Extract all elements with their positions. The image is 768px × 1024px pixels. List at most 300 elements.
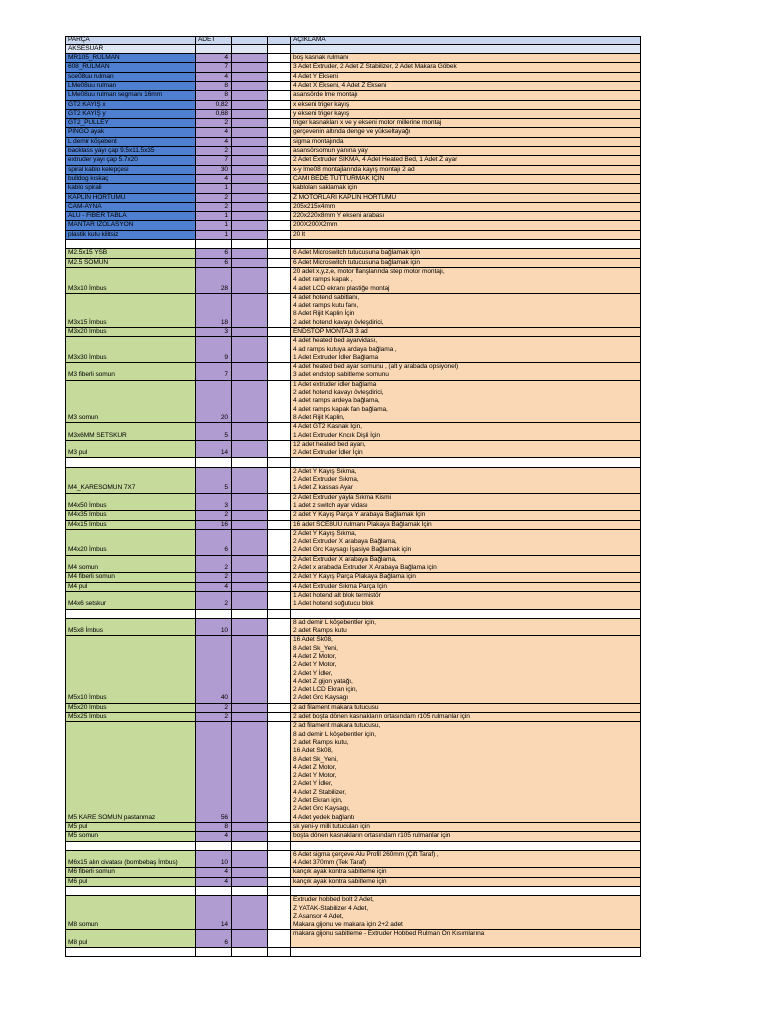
- qty-cell[interactable]: 5: [196, 467, 232, 493]
- header-empty-1[interactable]: [232, 37, 268, 45]
- description-cell[interactable]: [291, 72, 641, 81]
- part-cell[interactable]: [66, 887, 196, 896]
- description-cell[interactable]: [291, 249, 641, 258]
- qty-cell[interactable]: 7: [196, 63, 232, 72]
- empty-cell[interactable]: [268, 249, 291, 258]
- part-cell[interactable]: LMe08uu rulman segmanı 16mm: [66, 91, 196, 100]
- description-cell[interactable]: [291, 582, 641, 591]
- empty-cell[interactable]: [232, 202, 268, 211]
- part-cell[interactable]: M8 somun: [66, 896, 196, 930]
- empty-cell[interactable]: [268, 44, 291, 53]
- part-cell[interactable]: M4 pul: [66, 582, 196, 591]
- empty-cell[interactable]: [232, 636, 268, 703]
- part-cell[interactable]: M4x6 setskur: [66, 591, 196, 609]
- empty-cell[interactable]: [268, 328, 291, 337]
- empty-cell[interactable]: [268, 609, 291, 618]
- part-cell[interactable]: KAPLİN HORTUMU: [66, 193, 196, 202]
- empty-cell[interactable]: [232, 109, 268, 118]
- empty-cell[interactable]: [268, 877, 291, 886]
- empty-cell[interactable]: [268, 896, 291, 930]
- description-cell[interactable]: [291, 230, 641, 239]
- qty-cell[interactable]: 0,68: [196, 109, 232, 118]
- empty-cell[interactable]: [268, 221, 291, 230]
- empty-cell[interactable]: [232, 423, 268, 441]
- empty-cell[interactable]: [232, 184, 268, 193]
- part-cell[interactable]: sce08uu rulman: [66, 72, 196, 81]
- empty-cell[interactable]: [232, 582, 268, 591]
- qty-cell[interactable]: 20: [196, 380, 232, 422]
- qty-cell[interactable]: 1: [196, 184, 232, 193]
- qty-cell[interactable]: 4: [196, 54, 232, 63]
- empty-cell[interactable]: [232, 240, 268, 249]
- description-cell[interactable]: [291, 221, 641, 230]
- qty-cell[interactable]: 6: [196, 930, 232, 948]
- qty-cell[interactable]: 6: [196, 529, 232, 555]
- empty-cell[interactable]: [232, 165, 268, 174]
- part-cell[interactable]: M4x35 İmbus: [66, 511, 196, 520]
- header-desc[interactable]: AÇIKLAMA: [291, 37, 641, 45]
- description-cell[interactable]: [291, 458, 641, 467]
- part-cell[interactable]: M3x30 İmbus: [66, 337, 196, 363]
- qty-cell[interactable]: 4: [196, 582, 232, 591]
- qty-cell[interactable]: 2: [196, 713, 232, 722]
- empty-cell[interactable]: [268, 887, 291, 896]
- description-cell[interactable]: [291, 529, 641, 555]
- empty-cell[interactable]: [268, 573, 291, 582]
- part-cell[interactable]: M6 fiberli somun: [66, 868, 196, 877]
- empty-cell[interactable]: [268, 529, 291, 555]
- empty-cell[interactable]: [232, 147, 268, 156]
- description-line: 2 Adet Y Motor,: [293, 661, 337, 669]
- description-cell[interactable]: [291, 258, 641, 267]
- empty-cell[interactable]: [268, 636, 291, 703]
- part-cell[interactable]: spiral kablo kelepçesi: [66, 165, 196, 174]
- description-cell[interactable]: [291, 184, 641, 193]
- part-cell[interactable]: M6 pul: [66, 877, 196, 886]
- description-cell[interactable]: [291, 156, 641, 165]
- table-row: [66, 380, 641, 422]
- description-cell[interactable]: [291, 440, 641, 458]
- qty-cell[interactable]: [196, 887, 232, 896]
- description-cell[interactable]: [291, 493, 641, 511]
- qty-cell[interactable]: 4: [196, 72, 232, 81]
- description-cell[interactable]: [291, 850, 641, 868]
- description-cell[interactable]: [291, 100, 641, 109]
- empty-cell[interactable]: [268, 202, 291, 211]
- empty-cell[interactable]: [268, 713, 291, 722]
- qty-cell[interactable]: 8: [196, 91, 232, 100]
- empty-cell[interactable]: [268, 618, 291, 636]
- part-cell[interactable]: M2.5x15 YSB: [66, 249, 196, 258]
- part-cell[interactable]: M4 somun: [66, 555, 196, 573]
- empty-cell[interactable]: [268, 337, 291, 363]
- description-cell[interactable]: [291, 147, 641, 156]
- qty-cell[interactable]: 4: [196, 174, 232, 183]
- empty-cell[interactable]: [268, 165, 291, 174]
- qty-cell[interactable]: 4: [196, 832, 232, 841]
- qty-cell[interactable]: [196, 44, 232, 53]
- empty-cell[interactable]: [268, 582, 291, 591]
- empty-cell[interactable]: [232, 850, 268, 868]
- empty-cell[interactable]: [232, 212, 268, 221]
- description-cell[interactable]: [291, 511, 641, 520]
- description-cell[interactable]: [291, 174, 641, 183]
- part-cell[interactable]: M2.5 SOMUN: [66, 258, 196, 267]
- qty-cell[interactable]: [196, 841, 232, 850]
- qty-cell[interactable]: 1: [196, 221, 232, 230]
- part-cell[interactable]: AKSESUAR: [66, 44, 196, 53]
- description-cell[interactable]: [291, 555, 641, 573]
- empty-cell[interactable]: [232, 380, 268, 422]
- description-cell[interactable]: [291, 636, 641, 703]
- part-cell[interactable]: extruder yayı çap 5.7x20: [66, 156, 196, 165]
- description-cell[interactable]: [291, 887, 641, 896]
- qty-cell[interactable]: 2: [196, 147, 232, 156]
- empty-cell[interactable]: [232, 440, 268, 458]
- description-cell[interactable]: [291, 380, 641, 422]
- empty-cell[interactable]: [232, 458, 268, 467]
- qty-cell[interactable]: 14: [196, 896, 232, 930]
- empty-cell[interactable]: [268, 212, 291, 221]
- empty-cell[interactable]: [232, 529, 268, 555]
- description-cell[interactable]: [291, 868, 641, 877]
- description-cell[interactable]: [291, 212, 641, 221]
- empty-cell[interactable]: [232, 174, 268, 183]
- empty-cell[interactable]: [268, 832, 291, 841]
- empty-cell[interactable]: [268, 128, 291, 137]
- part-cell[interactable]: MR105_RULMAN: [66, 54, 196, 63]
- empty-cell[interactable]: [268, 511, 291, 520]
- qty-cell[interactable]: 2: [196, 193, 232, 202]
- part-cell[interactable]: 608_RULMAN: [66, 63, 196, 72]
- part-cell[interactable]: ALU - FİBER TABLA: [66, 212, 196, 221]
- part-cell[interactable]: M4x15 İmbus: [66, 520, 196, 529]
- part-cell[interactable]: [66, 948, 196, 957]
- part-cell[interactable]: M3x20 İmbus: [66, 328, 196, 337]
- part-cell[interactable]: [66, 458, 196, 467]
- qty-cell[interactable]: [196, 609, 232, 618]
- empty-cell[interactable]: [232, 72, 268, 81]
- description-cell[interactable]: [291, 609, 641, 618]
- empty-cell[interactable]: [232, 193, 268, 202]
- empty-cell[interactable]: [268, 440, 291, 458]
- empty-cell[interactable]: [232, 91, 268, 100]
- qty-cell[interactable]: 10: [196, 618, 232, 636]
- empty-cell[interactable]: [232, 822, 268, 831]
- empty-cell[interactable]: [268, 363, 291, 381]
- empty-cell[interactable]: [232, 137, 268, 146]
- empty-cell[interactable]: [232, 493, 268, 511]
- part-cell[interactable]: M4x50 İmbus: [66, 493, 196, 511]
- part-cell[interactable]: M4 fiberli somun: [66, 573, 196, 582]
- qty-cell[interactable]: 9: [196, 337, 232, 363]
- description-cell[interactable]: [291, 81, 641, 90]
- qty-cell[interactable]: 7: [196, 156, 232, 165]
- empty-cell[interactable]: [232, 948, 268, 957]
- empty-cell[interactable]: [232, 609, 268, 618]
- description-cell[interactable]: [291, 722, 641, 823]
- empty-cell[interactable]: [268, 591, 291, 609]
- empty-cell[interactable]: [232, 591, 268, 609]
- part-cell[interactable]: kablo spirali: [66, 184, 196, 193]
- qty-cell[interactable]: 5: [196, 423, 232, 441]
- part-cell[interactable]: M3x15 İmbus: [66, 293, 196, 327]
- empty-cell[interactable]: [232, 258, 268, 267]
- empty-cell[interactable]: [232, 81, 268, 90]
- empty-cell[interactable]: [268, 137, 291, 146]
- description-cell[interactable]: [291, 841, 641, 850]
- qty-cell[interactable]: 4: [196, 868, 232, 877]
- empty-cell[interactable]: [268, 520, 291, 529]
- qty-cell[interactable]: 4: [196, 877, 232, 886]
- empty-cell[interactable]: [268, 72, 291, 81]
- description-cell[interactable]: [291, 128, 641, 137]
- qty-cell[interactable]: 1: [196, 230, 232, 239]
- empty-cell[interactable]: [268, 91, 291, 100]
- qty-cell[interactable]: 6: [196, 258, 232, 267]
- description-cell[interactable]: [291, 119, 641, 128]
- part-cell[interactable]: MANTAR İZOLASYON: [66, 221, 196, 230]
- empty-cell[interactable]: [232, 467, 268, 493]
- empty-cell[interactable]: [232, 520, 268, 529]
- empty-cell[interactable]: [232, 156, 268, 165]
- description-cell[interactable]: [291, 63, 641, 72]
- part-cell[interactable]: [66, 609, 196, 618]
- empty-cell[interactable]: [232, 249, 268, 258]
- header-part[interactable]: PARÇA: [66, 37, 196, 45]
- part-cell[interactable]: M6x15 alın civatası (bombebaş İmbus): [66, 850, 196, 868]
- empty-cell[interactable]: [268, 930, 291, 948]
- empty-cell[interactable]: [268, 380, 291, 422]
- empty-cell[interactable]: [232, 100, 268, 109]
- empty-cell[interactable]: [268, 423, 291, 441]
- empty-cell[interactable]: [232, 887, 268, 896]
- qty-cell[interactable]: 7: [196, 363, 232, 381]
- qty-cell[interactable]: 2: [196, 202, 232, 211]
- description-cell[interactable]: [291, 591, 641, 609]
- qty-cell[interactable]: 56: [196, 722, 232, 823]
- header-qty[interactable]: ADET: [196, 37, 232, 45]
- qty-cell[interactable]: 18: [196, 293, 232, 327]
- qty-cell[interactable]: 4: [196, 128, 232, 137]
- part-cell[interactable]: GT2 KAYIŞ x: [66, 100, 196, 109]
- empty-cell[interactable]: [268, 193, 291, 202]
- description-cell[interactable]: [291, 930, 641, 948]
- empty-cell[interactable]: [232, 230, 268, 239]
- empty-cell[interactable]: [232, 713, 268, 722]
- table-row: [66, 493, 641, 511]
- empty-cell[interactable]: [232, 221, 268, 230]
- empty-cell[interactable]: [268, 555, 291, 573]
- qty-cell[interactable]: 2: [196, 703, 232, 712]
- qty-cell[interactable]: 0,82: [196, 100, 232, 109]
- empty-cell[interactable]: [232, 573, 268, 582]
- empty-cell[interactable]: [232, 63, 268, 72]
- qty-cell[interactable]: 10: [196, 850, 232, 868]
- description-cell[interactable]: [291, 832, 641, 841]
- part-cell[interactable]: M3x10 İmbus: [66, 267, 196, 293]
- empty-cell[interactable]: [232, 841, 268, 850]
- part-cell[interactable]: M5x25 İmbus: [66, 713, 196, 722]
- description-cell[interactable]: [291, 293, 641, 327]
- description-line: CAMI BEDE TUTTURMAK İÇİN: [293, 174, 385, 182]
- description-cell[interactable]: [291, 328, 641, 337]
- empty-cell[interactable]: [232, 128, 268, 137]
- description-cell[interactable]: [291, 877, 641, 886]
- empty-cell[interactable]: [268, 156, 291, 165]
- part-cell[interactable]: PINGO ayak: [66, 128, 196, 137]
- qty-cell[interactable]: 1: [196, 212, 232, 221]
- qty-cell[interactable]: 14: [196, 440, 232, 458]
- empty-cell[interactable]: [232, 618, 268, 636]
- description-line: 1 Adet Extruder Kncık Dişli İçin: [293, 431, 380, 439]
- description-cell[interactable]: [291, 54, 641, 63]
- empty-cell[interactable]: [268, 174, 291, 183]
- empty-cell[interactable]: [268, 868, 291, 877]
- description-cell[interactable]: [291, 109, 641, 118]
- description-cell[interactable]: [291, 948, 641, 957]
- empty-cell[interactable]: [232, 930, 268, 948]
- empty-cell[interactable]: [232, 896, 268, 930]
- qty-cell[interactable]: [196, 948, 232, 957]
- empty-cell[interactable]: [232, 877, 268, 886]
- part-cell[interactable]: GT2_PULLEY: [66, 119, 196, 128]
- empty-cell[interactable]: [232, 868, 268, 877]
- empty-cell[interactable]: [268, 230, 291, 239]
- empty-cell[interactable]: [268, 703, 291, 712]
- qty-cell[interactable]: 3: [196, 328, 232, 337]
- empty-cell[interactable]: [232, 293, 268, 327]
- qty-cell[interactable]: 4: [196, 137, 232, 146]
- empty-cell[interactable]: [232, 511, 268, 520]
- empty-cell[interactable]: [268, 54, 291, 63]
- part-cell[interactable]: M5 pul: [66, 822, 196, 831]
- description-cell[interactable]: [291, 44, 641, 53]
- qty-cell[interactable]: 2: [196, 591, 232, 609]
- part-cell[interactable]: M3 fiberli somun: [66, 363, 196, 381]
- empty-cell[interactable]: [268, 267, 291, 293]
- empty-cell[interactable]: [232, 44, 268, 53]
- empty-cell[interactable]: [268, 63, 291, 72]
- empty-cell[interactable]: [232, 267, 268, 293]
- part-cell[interactable]: CAM-AYNA: [66, 202, 196, 211]
- description-cell[interactable]: [291, 363, 641, 381]
- qty-cell[interactable]: 8: [196, 822, 232, 831]
- empty-cell[interactable]: [268, 841, 291, 850]
- empty-cell[interactable]: [232, 54, 268, 63]
- part-cell[interactable]: M5 KARE SOMUN pastanmaz: [66, 722, 196, 823]
- qty-cell[interactable]: [196, 458, 232, 467]
- qty-cell[interactable]: 2: [196, 573, 232, 582]
- part-cell[interactable]: M3x6MM SETSKUR: [66, 423, 196, 441]
- part-cell[interactable]: M3 somun: [66, 380, 196, 422]
- qty-cell[interactable]: 3: [196, 493, 232, 511]
- empty-cell[interactable]: [268, 258, 291, 267]
- empty-cell[interactable]: [268, 948, 291, 957]
- description-cell[interactable]: [291, 618, 641, 636]
- part-cell[interactable]: M5x10 İmbus: [66, 636, 196, 703]
- description-cell[interactable]: [291, 822, 641, 831]
- empty-cell[interactable]: [268, 100, 291, 109]
- description-cell[interactable]: [291, 713, 641, 722]
- empty-cell[interactable]: [268, 293, 291, 327]
- empty-cell[interactable]: [268, 81, 291, 90]
- description-cell[interactable]: [291, 703, 641, 712]
- empty-cell[interactable]: [268, 822, 291, 831]
- part-cell[interactable]: M4x20 İmbus: [66, 529, 196, 555]
- part-cell[interactable]: [66, 841, 196, 850]
- empty-cell[interactable]: [232, 363, 268, 381]
- part-cell[interactable]: plastik kutu kilitsiz: [66, 230, 196, 239]
- description-cell[interactable]: [291, 423, 641, 441]
- empty-cell[interactable]: [268, 850, 291, 868]
- empty-cell[interactable]: [268, 119, 291, 128]
- qty-cell[interactable]: 6: [196, 249, 232, 258]
- empty-cell[interactable]: [268, 493, 291, 511]
- description-cell[interactable]: [291, 467, 641, 493]
- empty-cell[interactable]: [232, 722, 268, 823]
- qty-cell[interactable]: 30: [196, 165, 232, 174]
- qty-cell[interactable]: 40: [196, 636, 232, 703]
- empty-cell[interactable]: [232, 119, 268, 128]
- qty-cell[interactable]: 28: [196, 267, 232, 293]
- empty-cell[interactable]: [232, 832, 268, 841]
- empty-cell[interactable]: [268, 109, 291, 118]
- part-cell[interactable]: [66, 240, 196, 249]
- qty-cell[interactable]: [196, 240, 232, 249]
- part-cell[interactable]: M8 pul: [66, 930, 196, 948]
- empty-cell[interactable]: [268, 722, 291, 823]
- part-cell[interactable]: backlass yayı çap 9.5x11.5x35: [66, 147, 196, 156]
- description-cell[interactable]: [291, 896, 641, 930]
- description-cell[interactable]: [291, 193, 641, 202]
- empty-cell[interactable]: [268, 467, 291, 493]
- part-cell[interactable]: L demir köşebent: [66, 137, 196, 146]
- description-cell[interactable]: [291, 240, 641, 249]
- description-cell[interactable]: [291, 202, 641, 211]
- part-cell[interactable]: bulldog kıskaç: [66, 174, 196, 183]
- empty-cell[interactable]: [268, 184, 291, 193]
- part-cell[interactable]: GT2 KAYIŞ y: [66, 109, 196, 118]
- description-cell[interactable]: [291, 267, 641, 293]
- part-cell[interactable]: LMe08uu rulman: [66, 81, 196, 90]
- description-cell[interactable]: [291, 337, 641, 363]
- description-cell[interactable]: [291, 91, 641, 100]
- part-cell[interactable]: M5x20 İmbus: [66, 703, 196, 712]
- part-cell[interactable]: M5x8 İmbus: [66, 618, 196, 636]
- part-cell[interactable]: M3 pul: [66, 440, 196, 458]
- qty-cell[interactable]: 2: [196, 555, 232, 573]
- description-cell[interactable]: [291, 137, 641, 146]
- empty-cell[interactable]: [268, 458, 291, 467]
- empty-cell[interactable]: [232, 328, 268, 337]
- description-cell[interactable]: [291, 520, 641, 529]
- header-empty-2[interactable]: [268, 37, 291, 45]
- empty-cell[interactable]: [232, 555, 268, 573]
- qty-cell[interactable]: 16: [196, 520, 232, 529]
- description-cell[interactable]: [291, 165, 641, 174]
- empty-cell[interactable]: [268, 240, 291, 249]
- qty-cell[interactable]: 2: [196, 511, 232, 520]
- part-cell[interactable]: M4_KARESOMUN 7X7: [66, 467, 196, 493]
- empty-cell[interactable]: [268, 147, 291, 156]
- qty-cell[interactable]: 2: [196, 119, 232, 128]
- part-cell[interactable]: M5 somun: [66, 832, 196, 841]
- empty-cell[interactable]: [232, 703, 268, 712]
- description-cell[interactable]: [291, 573, 641, 582]
- empty-cell[interactable]: [232, 337, 268, 363]
- qty-cell[interactable]: 8: [196, 81, 232, 90]
